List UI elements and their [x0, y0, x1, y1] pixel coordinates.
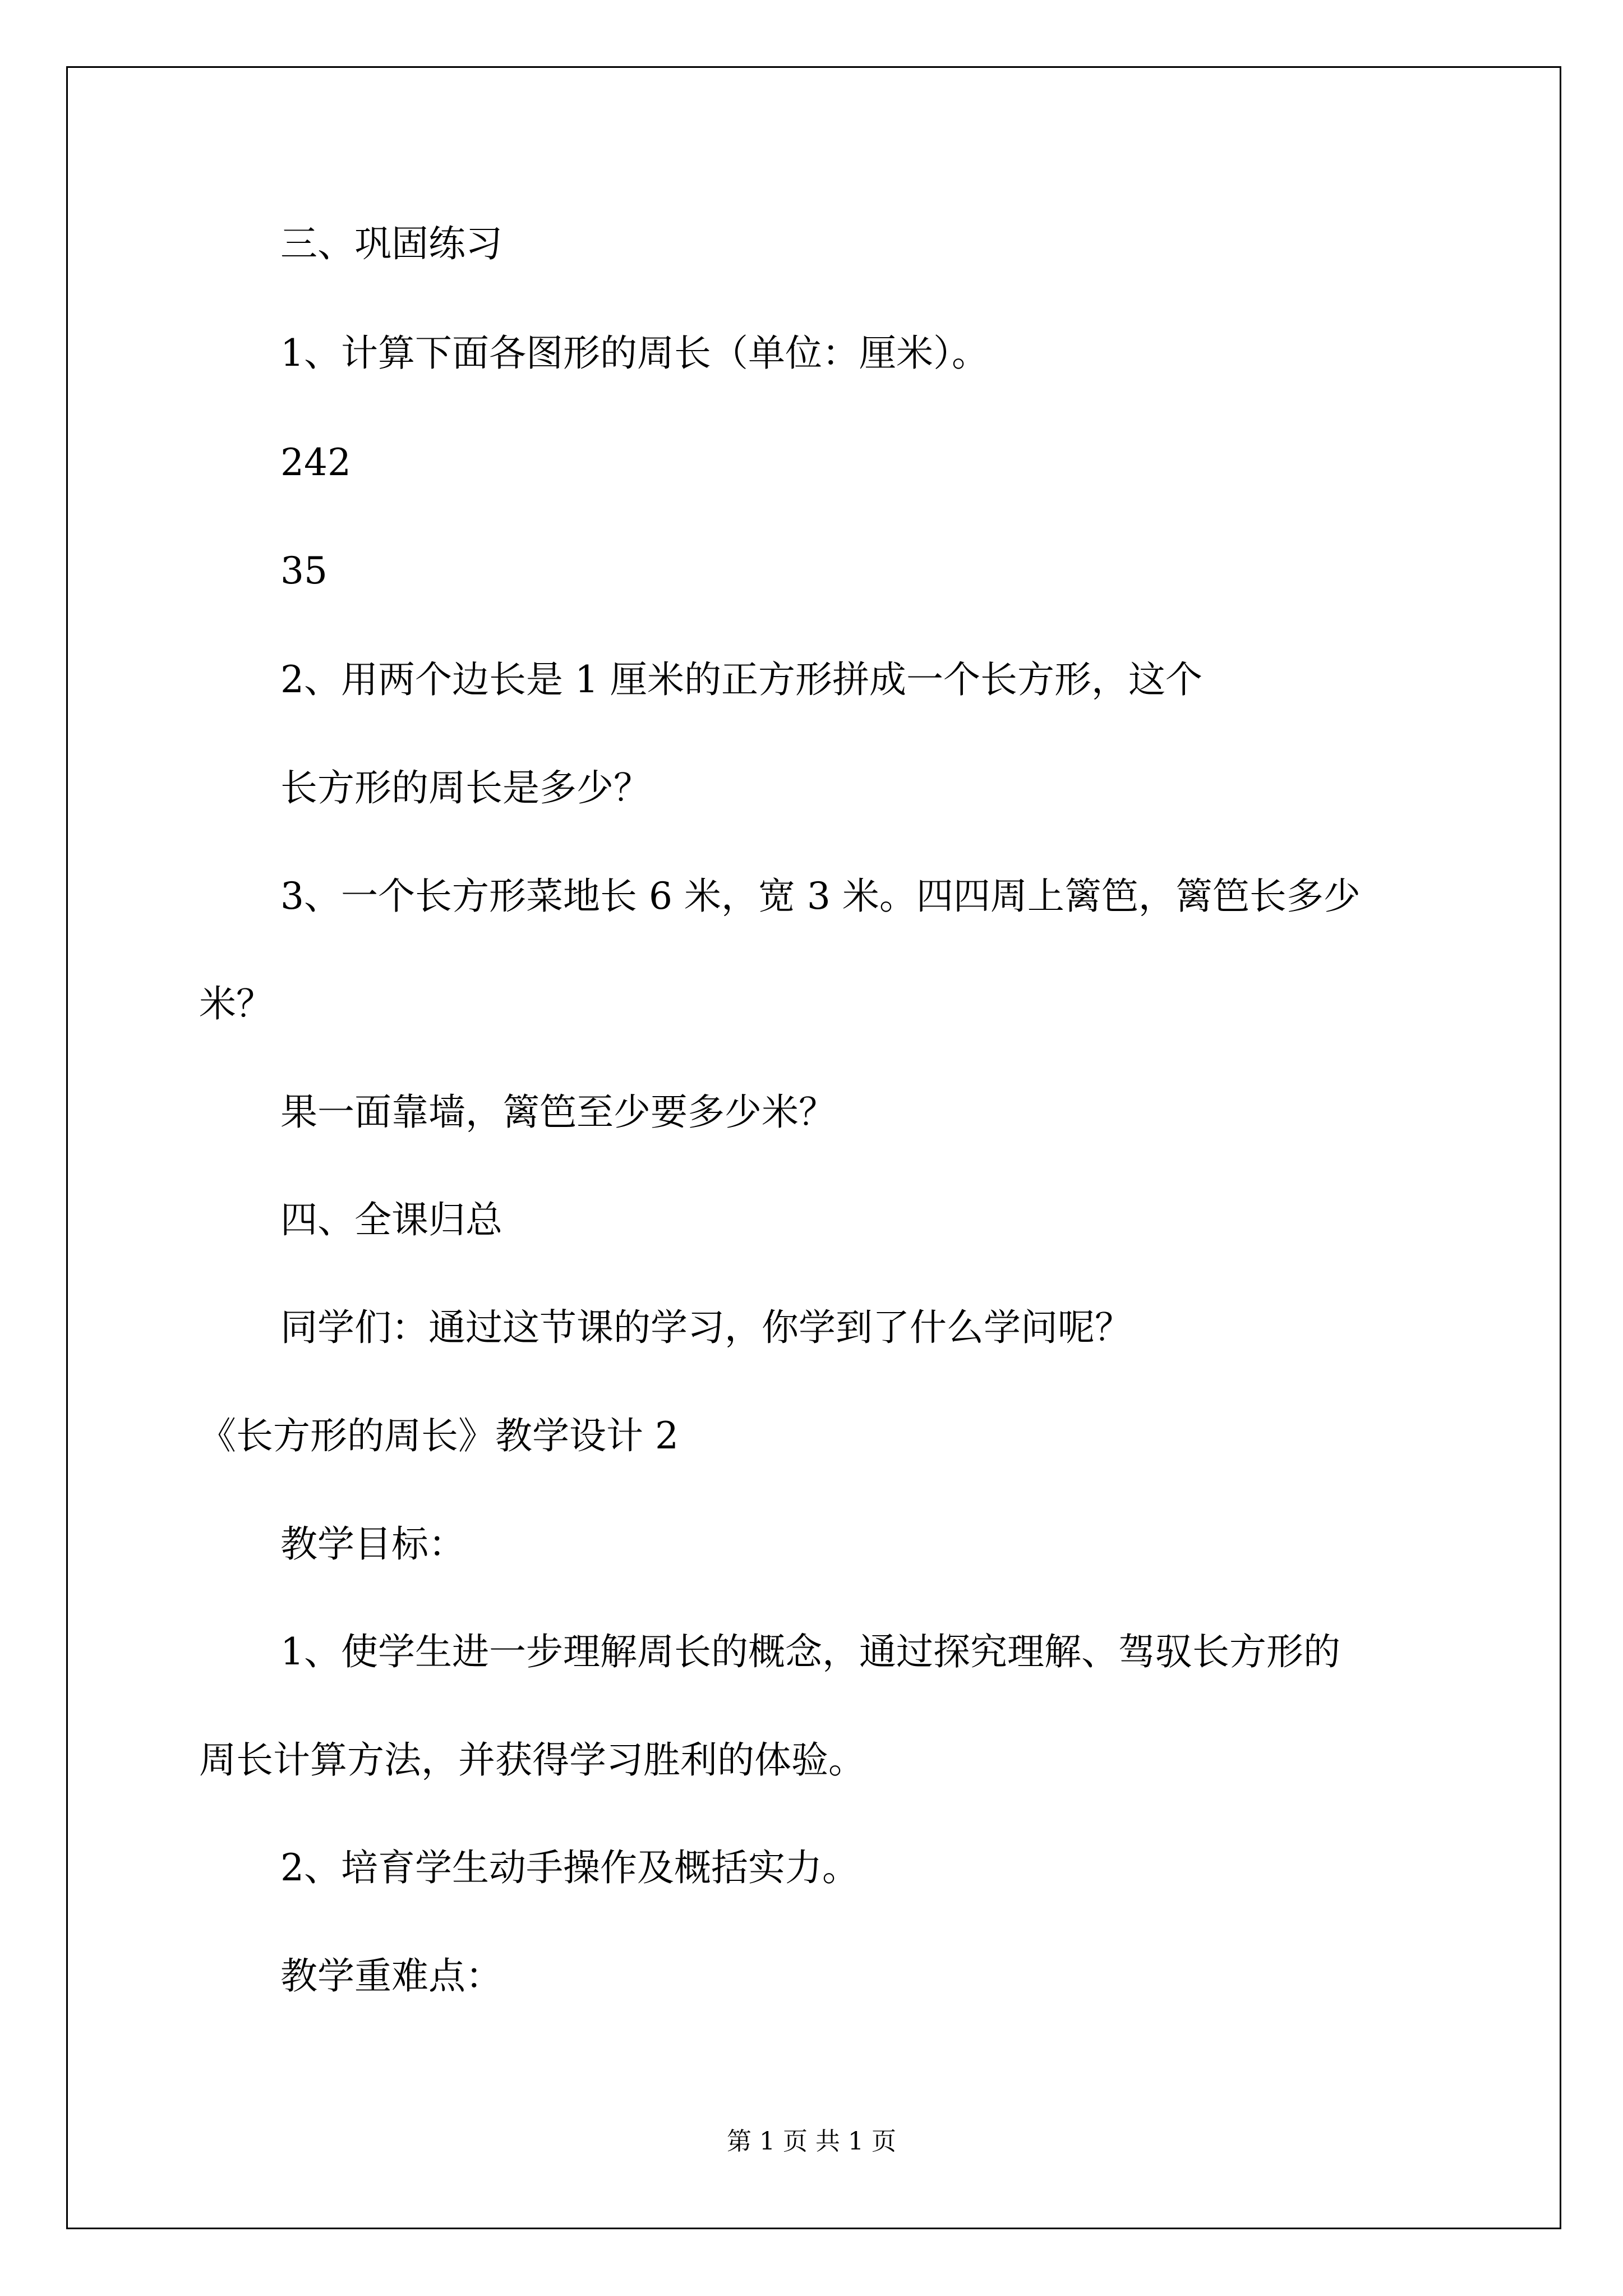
paragraph-line: 2、培育学生动手操作及概括实力。 [280, 1846, 859, 1889]
figure-label: 242 [280, 441, 351, 484]
section-heading: 教学目标： [280, 1522, 465, 1566]
section-heading: 三、巩固练习 [280, 222, 502, 265]
exercise-item: 2、用两个边长是 1 厘米的正方形拼成一个长方形，这个 [280, 658, 1202, 701]
exercise-item: 3、一个长方形菜地长 6 米，宽 3 米。四四周上篱笆，篱笆长多少 [280, 875, 1361, 918]
page-footer: 第 1 页 共 1 页 [727, 2127, 896, 2156]
page-border [66, 66, 1561, 2229]
paragraph-line: 1、使学生进一步理解周长的概念，通过探究理解、驾驭长方形的 [280, 1630, 1340, 1673]
paragraph-line: 果一面靠墙，篱笆至少要多少米？ [280, 1091, 836, 1134]
document-title: 《长方形的周长》教学设计 2 [199, 1414, 679, 1457]
paragraph-line: 同学们：通过这节课的学习，你学到了什么学问呢？ [280, 1306, 1132, 1349]
exercise-item: 1、计算下面各图形的周长（单位：厘米）。 [280, 332, 989, 375]
paragraph-line: 长方形的周长是多少？ [280, 766, 651, 809]
figure-label: 35 [280, 549, 328, 592]
paragraph-line: 周长计算方法，并获得学习胜利的体验。 [199, 1738, 865, 1782]
section-heading: 教学重难点： [280, 1954, 502, 1998]
section-heading: 四、全课归总 [280, 1198, 502, 1241]
paragraph-line: 米？ [199, 982, 273, 1025]
